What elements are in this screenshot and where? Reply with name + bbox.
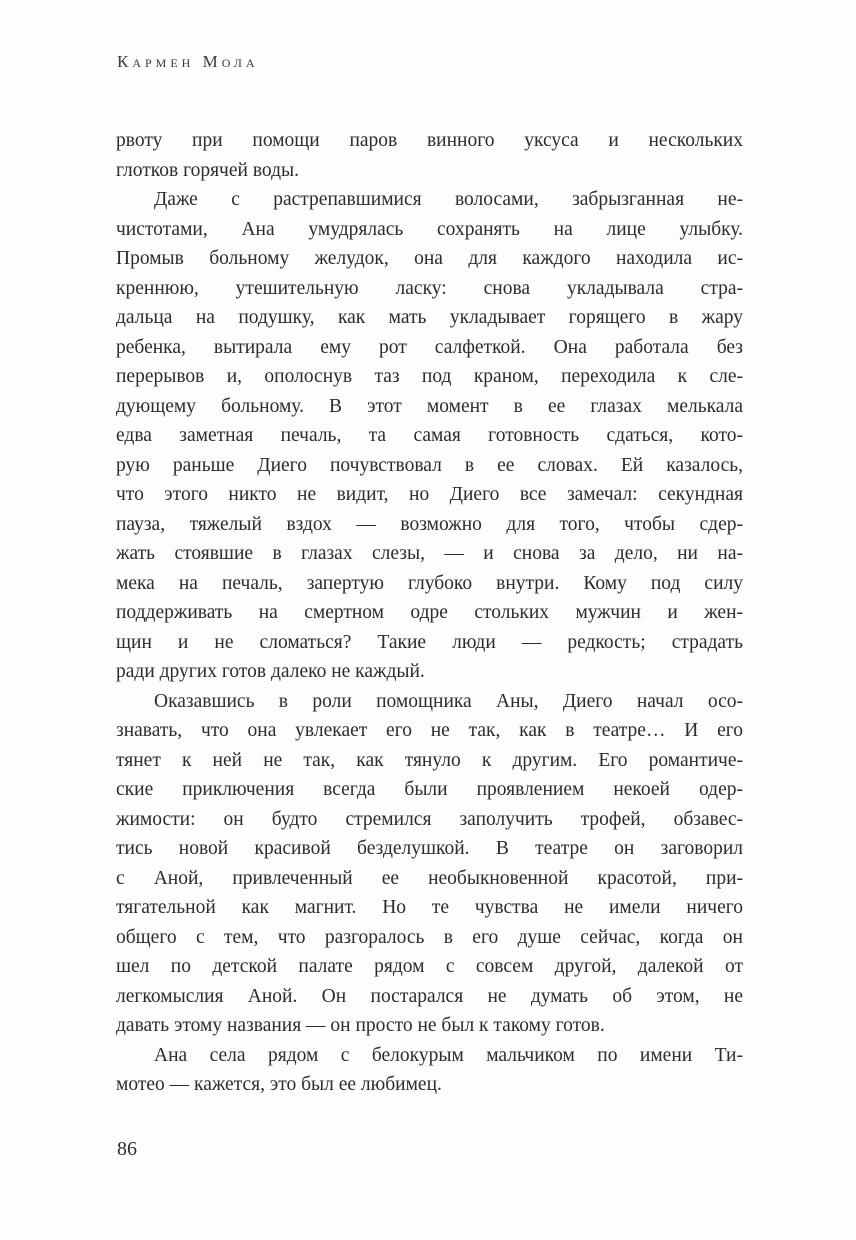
text-line: Оказавшись в роли помощника Аны, Диего начал осо- [154, 690, 743, 712]
text-line: креннюю, утешительную ласку: снова укладывала стра- [116, 277, 743, 299]
paragraph [116, 687, 743, 1041]
text-line: глотков горячей воды. [116, 159, 299, 181]
text-line: Промыв больному желудок, она для каждого находила ис- [116, 248, 743, 269]
text-line: ради других готов далеко не каждый. [116, 661, 425, 682]
text-line: дующему больному. В этот момент в ее глазах мелькала [116, 395, 743, 417]
text-line: поддерживать на смертном одре стольких мужчин и жен- [116, 602, 743, 623]
text-line: дальца на подушку, как мать укладывает горящего в жару [116, 307, 743, 328]
text-line: шел по детской палате рядом с совсем другой, далекой от [116, 956, 743, 977]
text-line: чистотами, Ана умудрялась сохранять на лице улыбку. [116, 218, 743, 240]
text-line: пауза, тяжелый вздох — возможно для того, чтобы сдер- [116, 513, 743, 535]
text-line: рвоту при помощи паров винного уксуса и нескольких [116, 130, 743, 151]
text-line: что этого никто не видит, но Диего все замечал: секундная [116, 484, 743, 505]
text-line: легкомыслия Аной. Он постарался не думать об этом, не [116, 985, 743, 1007]
body-text [116, 126, 743, 1100]
paragraph [116, 126, 743, 185]
page-number: 86 [117, 1138, 137, 1160]
text-line: знавать, что она увлекает его не так, как в театре… И его [116, 720, 743, 741]
running-header: Кармен Мола [117, 52, 259, 71]
text-line: общего с тем, что разгоралось в его душе сейчас, когда он [116, 926, 743, 948]
text-line: рую раньше Диего почувствовал в ее словах. Ей казалось, [116, 454, 743, 476]
text-line: едва заметная печаль, та самая готовность сдаться, кото- [116, 425, 743, 446]
text-line: ские приключения всегда были проявлением некоей одер- [116, 779, 743, 800]
paragraph [116, 185, 743, 687]
paragraph [116, 1041, 743, 1100]
text-line: мотео — кажется, это был ее любимец. [116, 1074, 442, 1095]
text-line: с Аной, привлеченный ее необыкновенной красотой, при- [116, 867, 743, 889]
text-line: тянет к ней не так, как тянуло к другим. Его романтиче- [116, 749, 743, 771]
text-line: Даже с растрепавшимися волосами, забрызганная не- [154, 189, 743, 210]
text-line: Ана села рядом с белокурым мальчиком по имени Ти- [154, 1044, 743, 1066]
text-line: мека на печаль, запертую глубоко внутри. Кому под силу [116, 572, 743, 594]
text-line: тягательной как магнит. Но те чувства не имели ничего [116, 897, 743, 918]
text-line: тись новой красивой безделушкой. В театре он заговорил [116, 838, 743, 859]
text-line: щин и не сломаться? Такие люди — редкость; страдать [116, 631, 743, 653]
text-line: давать этому названия — он просто не был к такому готов. [116, 1015, 605, 1036]
text-line: жать стоявшие в глазах слезы, — и снова за дело, ни на- [116, 543, 743, 564]
text-line: ребенка, вытирала ему рот салфеткой. Она работала без [116, 336, 743, 358]
text-line: перерывов и, ополоснув таз под краном, переходила к сле- [116, 366, 743, 387]
text-line: жимости: он будто стремился заполучить трофей, обзавес- [116, 808, 743, 830]
